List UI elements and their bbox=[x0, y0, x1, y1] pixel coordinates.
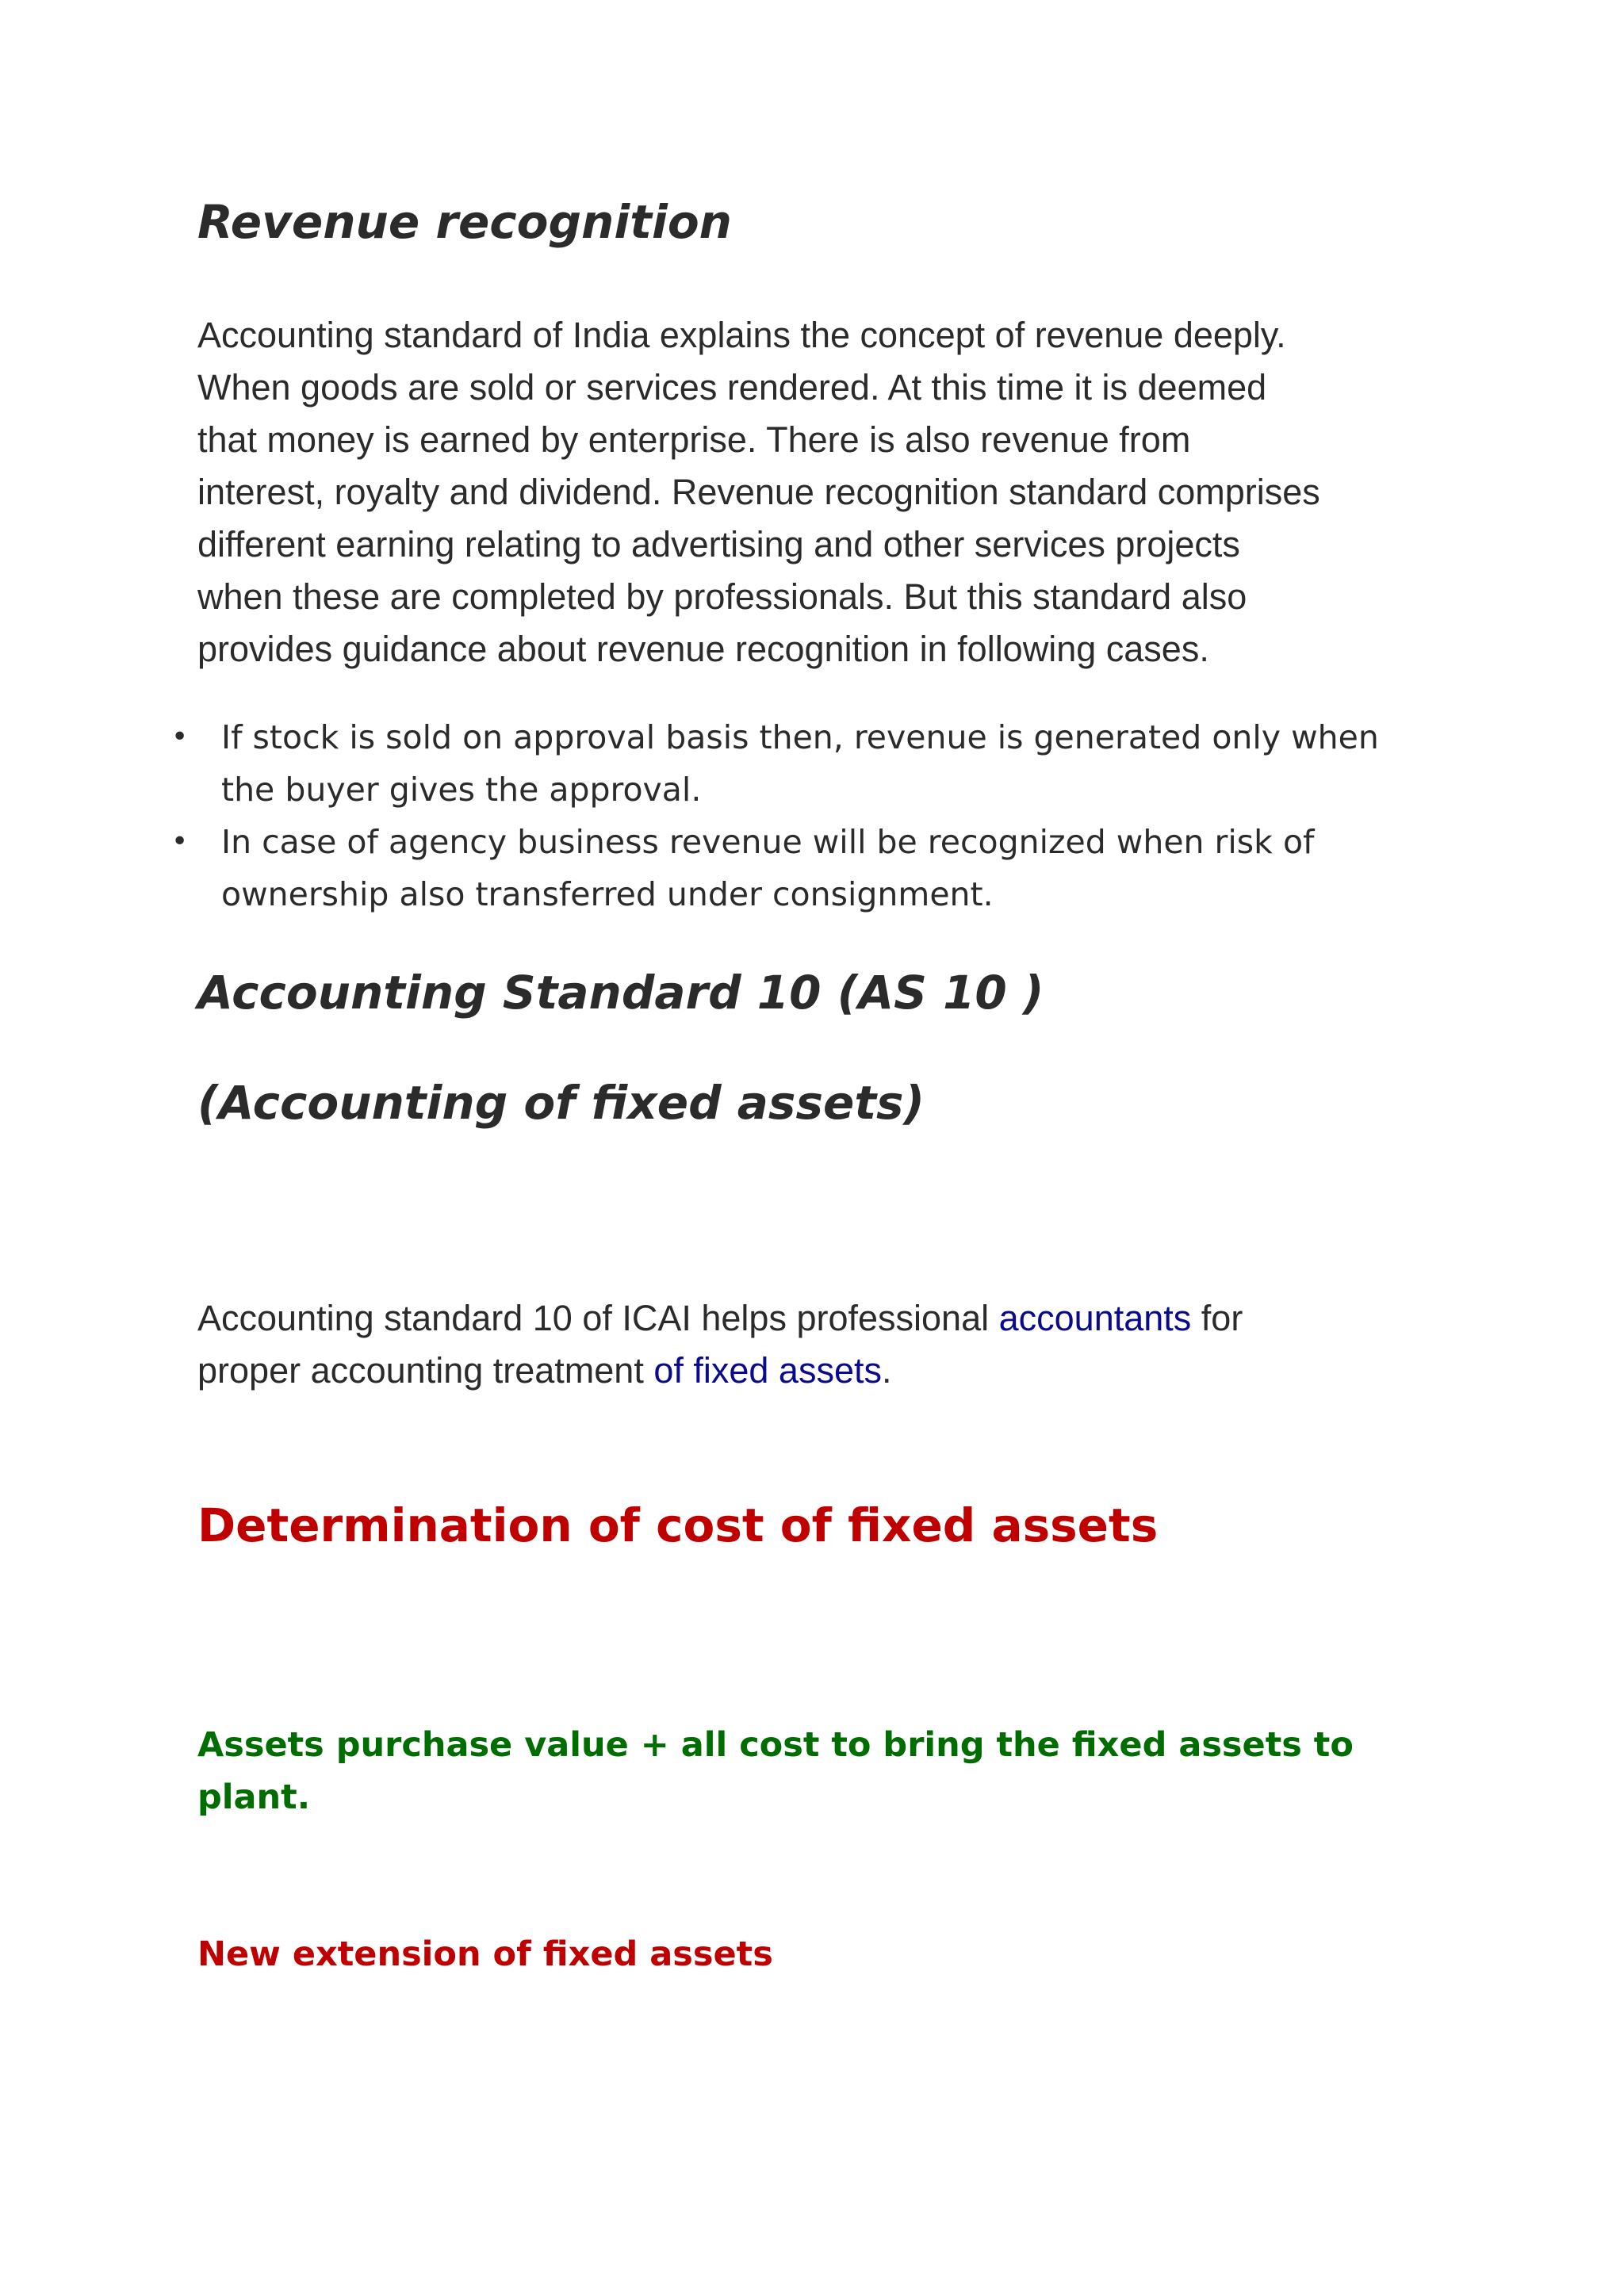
paragraph-line bbox=[197, 1345, 1434, 1397]
paragraph-text: for bbox=[1191, 1298, 1243, 1338]
list-item-line: In case of agency business revenue will be recognized when risk of bbox=[221, 823, 1315, 861]
paragraph-line: that money is earned by enterprise. There is also revenue from bbox=[197, 419, 1191, 460]
revenue-cases-list bbox=[171, 711, 1434, 920]
paragraph-text: proper accounting treatment bbox=[197, 1350, 654, 1391]
paragraph-line: Accounting standard of India explains the concept of revenue deeply. bbox=[197, 315, 1286, 355]
fixed-assets-link[interactable]: of fixed assets bbox=[653, 1350, 882, 1391]
paragraph-line: when these are completed by professionals. But this standard also bbox=[197, 576, 1247, 617]
cost-formula bbox=[197, 1719, 1434, 1823]
formula-line: plant. bbox=[197, 1777, 311, 1817]
list-item-line: If stock is sold on approval basis then, revenue is generated only when bbox=[221, 718, 1379, 756]
as10-paragraph bbox=[197, 1292, 1434, 1397]
revenue-recognition-paragraph bbox=[197, 309, 1434, 675]
list-item bbox=[171, 816, 1434, 920]
paragraph-line: When goods are sold or services rendered. At this time it is deemed bbox=[197, 367, 1267, 408]
as10-heading: Accounting Standard 10 (AS 10 ) bbox=[197, 966, 1044, 1020]
paragraph-text: . bbox=[882, 1350, 892, 1391]
fixed-assets-heading: (Accounting of fixed assets) bbox=[197, 1076, 925, 1130]
paragraph-line bbox=[197, 1292, 1434, 1345]
paragraph-line: different earning relating to advertising and other services projects bbox=[197, 524, 1240, 564]
bullet-icon: • bbox=[171, 721, 189, 753]
list-item-line: ownership also transferred under consignment. bbox=[221, 875, 994, 913]
revenue-recognition-heading: Revenue recognition bbox=[197, 195, 732, 249]
paragraph-line: interest, royalty and dividend. Revenue recognition standard comprises bbox=[197, 472, 1320, 512]
list-item bbox=[171, 711, 1434, 816]
document-page bbox=[171, 0, 1466, 2296]
cost-determination-heading: Determination of cost of fixed assets bbox=[197, 1498, 1159, 1552]
new-extension-heading: New extension of fixed assets bbox=[197, 1934, 773, 1974]
accountants-link[interactable]: accountants bbox=[998, 1298, 1192, 1338]
formula-line: Assets purchase value + all cost to bring the fixed assets to bbox=[197, 1725, 1354, 1765]
list-item-line: the buyer gives the approval. bbox=[221, 771, 702, 809]
paragraph-text: Accounting standard 10 of ICAI helps professional bbox=[197, 1298, 999, 1338]
paragraph-line: provides guidance about revenue recognition in following cases. bbox=[197, 629, 1209, 669]
bullet-icon: • bbox=[171, 825, 189, 858]
